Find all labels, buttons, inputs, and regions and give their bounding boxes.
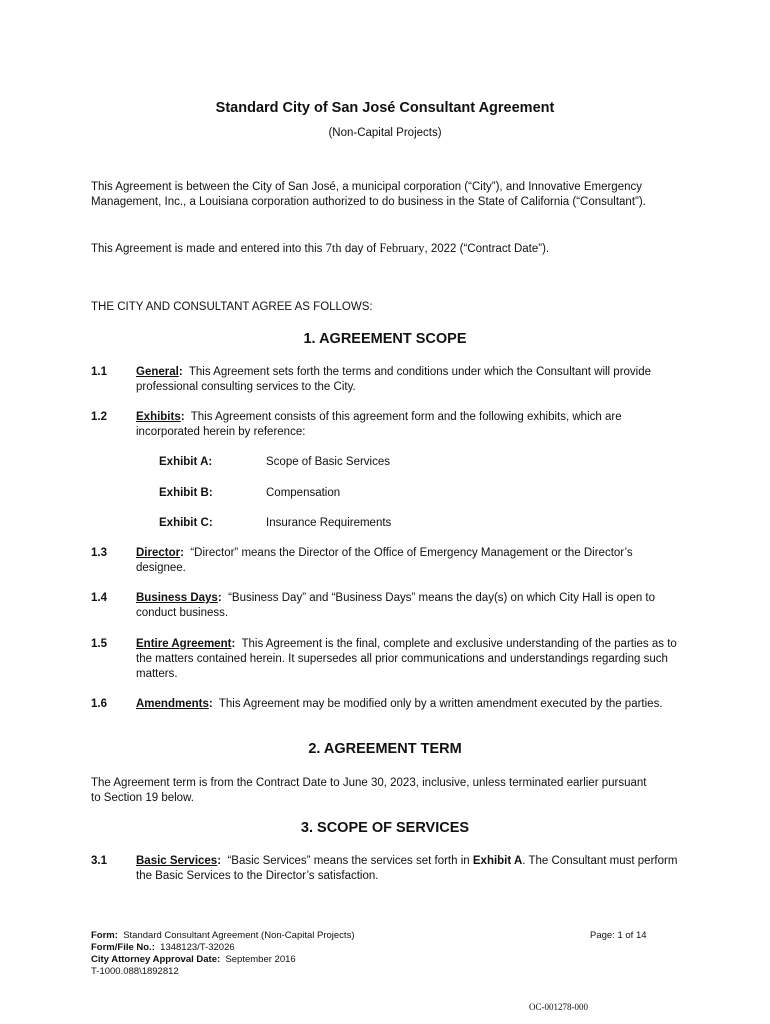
date-suffix: , 2022 (“Contract Date”). [424,243,550,255]
document-title: Standard City of San José Consultant Agreement [215,100,555,116]
date-month: February [379,241,425,255]
page-number: Page: 1 of 14 [590,930,647,941]
date-prefix: This Agreement is made and entered into this [91,243,323,255]
contract-date-line [91,241,651,257]
date-mid: day of [344,243,377,255]
date-day: 7th [325,241,342,255]
oc-number: OC-001278-000 [529,1002,588,1012]
section-2-heading: 2. AGREEMENT TERM [308,741,462,757]
section-1-heading: 1. AGREEMENT SCOPE [303,331,467,347]
document-subtitle: (Non-Capital Projects) [328,127,442,139]
page-footer: Form: Standard Consultant Agreement (Non-Capital Projects) Form/File No.: 1348123/T-32026 City Attorney Approval Date: September 2016 T-1000.088\1892812 Page: 1 of 14 [91,930,661,978]
section-3-heading: 3. SCOPE OF SERVICES [300,820,470,836]
doc-id: T-1000.088\1892812 [91,966,179,977]
agree-heading: THE CITY AND CONSULTANT AGREE AS FOLLOWS: [91,301,373,313]
intro-paragraph: This Agreement is between the City of San José, a municipal corporation (“City”), and Innovative Emergency Management, Inc., a Louisiana corporation authorized to do business in the State of California (“Consultant”). [91,181,646,208]
section-2-text: The Agreement term is from the Contract Date to June 30, 2023, inclusive, unless terminated earlier pursuant to Section 19 below. [91,777,647,804]
